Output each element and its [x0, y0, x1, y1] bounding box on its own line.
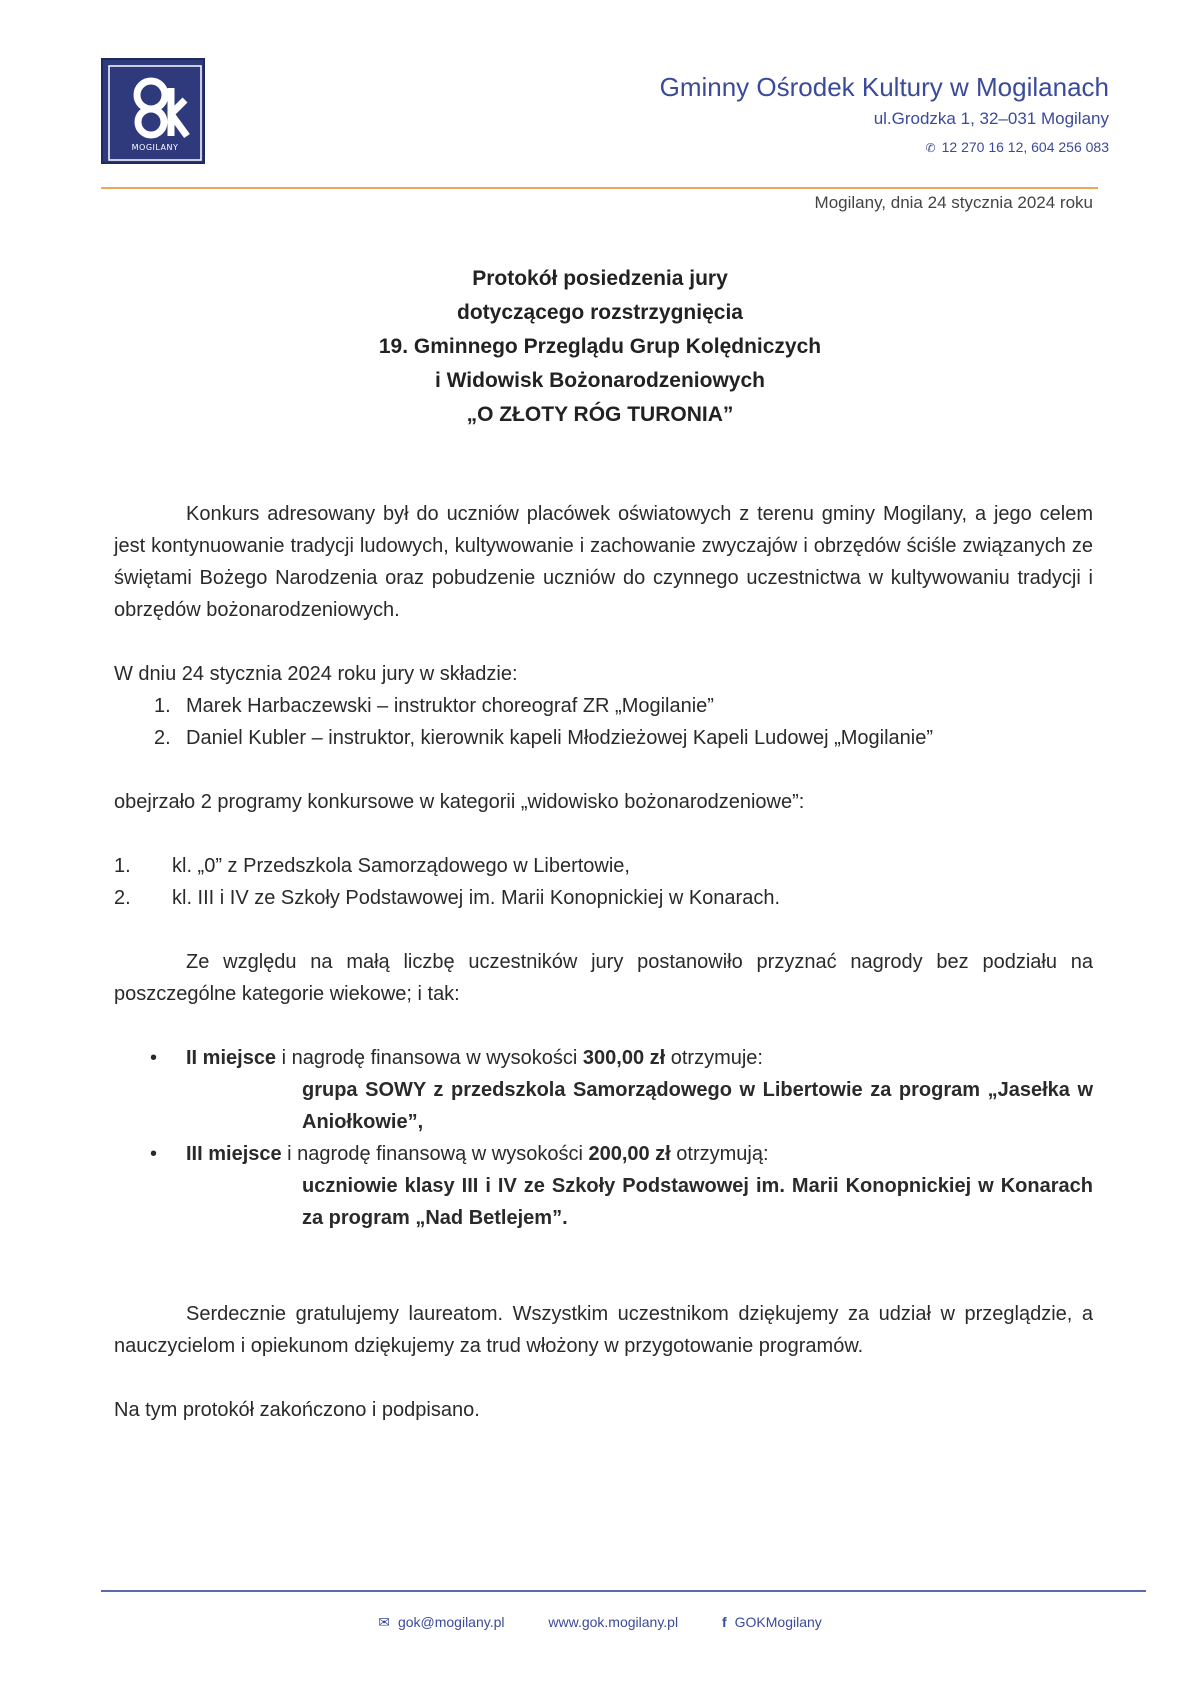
- award-text: otrzymują:: [670, 1143, 769, 1165]
- title-line: Protokół posiedzenia jury: [472, 267, 728, 290]
- website-link[interactable]: www.gok.mogilany.pl: [548, 1614, 679, 1630]
- award-text: otrzymuje:: [665, 1047, 763, 1069]
- footer-website[interactable]: [548, 1614, 678, 1630]
- award-amount: 300,00 zł: [582, 1047, 666, 1069]
- award-winner: grupa SOWY z przedszkola Samorządowego w Libertowie za program „Jasełka w Aniołkowie”,: [302, 1079, 1093, 1133]
- email-link[interactable]: gok@mogilany.pl: [397, 1614, 505, 1630]
- jury-list: [114, 690, 1093, 754]
- footer-email[interactable]: [378, 1614, 504, 1631]
- list-number: 1.: [154, 695, 171, 717]
- bullet-icon: •: [150, 1143, 158, 1165]
- list-text: Marek Harbaczewski – instruktor choreograf ZR „Mogilanie”: [186, 695, 714, 717]
- title-line: dotyczącego rozstrzygnięcia: [457, 301, 743, 324]
- award-text: i nagrodę finansową w wysokości: [281, 1143, 589, 1165]
- jury-intro: W dniu 24 stycznia 2024 roku jury w składzie:: [114, 663, 518, 685]
- list-text: kl. „0” z Przedszkola Samorządowego w Libertowie,: [172, 855, 630, 877]
- title-line: 19. Gminnego Przeglądu Grup Kolędniczych: [378, 335, 822, 358]
- award-place: III miejsce: [186, 1143, 282, 1165]
- awards-list: [114, 1042, 1093, 1234]
- document-date: Mogilany, dnia 24 stycznia 2024 roku: [814, 193, 1093, 212]
- award-item: [114, 1138, 1093, 1234]
- page-footer: [0, 1614, 1200, 1631]
- list-number: 1.: [114, 855, 131, 877]
- header-divider: [101, 187, 1098, 189]
- facebook-link[interactable]: GOKMogilany: [734, 1614, 822, 1630]
- organization-phone: [660, 136, 1109, 159]
- programs-list: [114, 850, 1093, 914]
- gok-logo: [101, 58, 205, 164]
- document-body: [114, 498, 1093, 1426]
- footer-divider: [101, 1590, 1146, 1592]
- award-winner: uczniowie klasy III i IV ze Szkoły Podstawowej im. Marii Konopnickiej w Konarach za program „Nad Betlejem”.: [302, 1175, 1093, 1229]
- list-number: 2.: [114, 887, 131, 909]
- logo-caption: MOGILANY: [131, 143, 179, 152]
- award-place: II miejsce: [186, 1047, 277, 1069]
- mail-icon: ✉: [378, 1614, 390, 1630]
- list-item: [114, 850, 1093, 882]
- award-amount: 200,00 zł: [588, 1143, 671, 1165]
- list-item: [114, 722, 1093, 754]
- organization-name: Gminny Ośrodek Kultury w Mogilanach: [659, 72, 1109, 102]
- award-item: [114, 1042, 1093, 1138]
- list-item: [114, 882, 1093, 914]
- thanks-paragraph: Serdecznie gratulujemy laureatom. Wszystkim uczestnikom dziękujemy za udział w przeglądzie, a nauczycielom i opiekunom dziękujemy za trud włożony w przygotowanie programów.: [114, 1303, 1093, 1357]
- award-text: i nagrodę finansowa w wysokości: [276, 1047, 583, 1069]
- decision-paragraph: Ze względu na małą liczbę uczestników jury postanowiło przyznać nagrody bez podziału na poszczególne kategorie wiekowe; i tak:: [114, 951, 1093, 1005]
- footer-facebook[interactable]: [722, 1614, 822, 1630]
- organization-address: ul.Grodzka 1, 32–031 Mogilany: [873, 109, 1109, 128]
- closing-line: Na tym protokół zakończono i podpisano.: [114, 1399, 480, 1421]
- list-text: Daniel Kubler – instruktor, kierownik kapeli Młodzieżowej Kapeli Ludowej „Mogilanie”: [186, 727, 934, 749]
- phone-numbers: 12 270 16 12, 604 256 083: [941, 139, 1109, 155]
- phone-icon: ✆: [925, 141, 936, 155]
- programs-intro: obejrzało 2 programy konkursowe w kategorii „widowisko bożonarodzeniowe”:: [114, 791, 805, 813]
- facebook-icon: f: [721, 1614, 727, 1630]
- title-line: i Widowisk Bożonarodzeniowych: [434, 369, 765, 392]
- title-line: „O ZŁOTY RÓG TURONIA”: [466, 403, 734, 426]
- list-text: kl. III i IV ze Szkoły Podstawowej im. Marii Konopnickiej w Konarach.: [172, 887, 781, 909]
- bullet-icon: •: [150, 1047, 158, 1069]
- document-title: [0, 262, 1200, 432]
- list-number: 2.: [154, 727, 171, 749]
- list-item: [114, 690, 1093, 722]
- intro-paragraph: Konkurs adresowany był do uczniów placówek oświatowych z terenu gminy Mogilany, a jego celem jest kontynuowanie tradycji ludowych, kultywowanie i zachowanie zwyczajów i obrzędów ściśle związanych ze świętami Bożego Narodzenia oraz pobudzenie uczniów do czynnego uczestnictwa w kultywowaniu tradycji i obrzędów bożonarodzeniowych.: [114, 503, 1093, 621]
- organization-header: [660, 70, 1109, 159]
